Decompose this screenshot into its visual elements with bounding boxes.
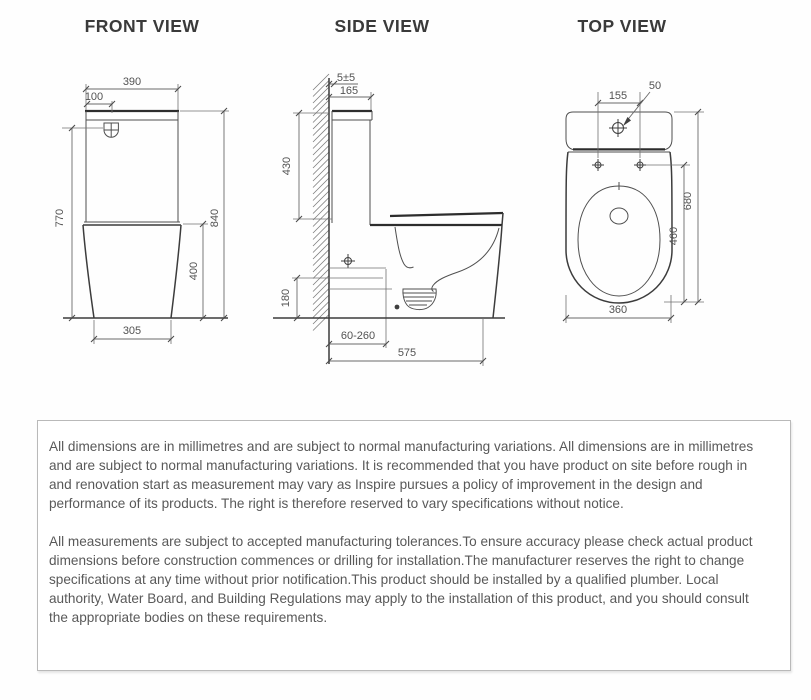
front-dim-width-base bbox=[91, 320, 174, 344]
top-dim-length-seat bbox=[646, 162, 690, 305]
svg-text:680: 680 bbox=[682, 191, 694, 211]
front-dim-flush-offset bbox=[84, 91, 115, 113]
top-cistern-outline bbox=[566, 112, 672, 150]
front-pedestal-outline bbox=[83, 225, 181, 318]
disclaimer-paragraph-2: All measurements are subject to accepted manufacturing tolerances.To ensure accuracy please check actual product dimensions before construction commences or drilling for installation.The manufacturer reserves the right to change specifications at any time without prior notification.This product should be installed by a qualified plumber. Local authority, Water Board, and Building Regulations may apply to the installation of this product, and you should consult the appropriate bodies on these requirements. bbox=[49, 534, 753, 625]
top-view-title: TOP VIEW bbox=[577, 16, 667, 36]
top-bowl-outline bbox=[566, 152, 672, 303]
side-crosshair-icon bbox=[341, 254, 355, 268]
svg-text:155: 155 bbox=[608, 90, 628, 102]
side-view-title: SIDE VIEW bbox=[334, 16, 430, 36]
svg-text:840: 840 bbox=[209, 208, 221, 228]
front-view-title: FRONT VIEW bbox=[84, 16, 200, 36]
top-view bbox=[563, 16, 704, 323]
svg-text:575: 575 bbox=[397, 347, 417, 359]
svg-text:360: 360 bbox=[608, 304, 628, 316]
svg-text:770: 770 bbox=[54, 208, 66, 228]
front-flush-button bbox=[104, 123, 118, 137]
svg-text:390: 390 bbox=[122, 76, 142, 88]
svg-text:400: 400 bbox=[188, 261, 200, 281]
trapway-grate-icon bbox=[403, 289, 436, 310]
side-bowl-outline bbox=[370, 213, 503, 318]
svg-text:165: 165 bbox=[339, 85, 359, 97]
side-dim-outlet-height bbox=[280, 275, 300, 321]
svg-text:50: 50 bbox=[648, 80, 662, 92]
top-dim-width-bowl bbox=[563, 295, 674, 323]
side-dim-cistern-depth bbox=[326, 85, 374, 110]
front-dim-height-total bbox=[180, 108, 229, 321]
svg-text:180: 180 bbox=[280, 288, 292, 308]
fixing-dot-icon bbox=[395, 305, 400, 310]
bolt-crosshair-right-icon bbox=[634, 159, 646, 171]
svg-text:60-260: 60-260 bbox=[340, 330, 376, 342]
wall-hatch-icon bbox=[313, 74, 329, 331]
inlet-crosshair-icon bbox=[609, 119, 627, 137]
front-view bbox=[54, 16, 229, 344]
svg-text:460: 460 bbox=[668, 226, 680, 246]
disclaimer-paragraph-1: All dimensions are in millimetres and are subject to normal manufacturing variations. All dimensions are in millimetres and are subject to normal manufacturing variations. It is recommended that you have product on site before rough in and renovation start as measurement may vary as Inspire pursues a policy of improvement in the design and performance of its products. The right is therefore reserved to vary specifications without notice. bbox=[49, 439, 754, 511]
svg-text:430: 430 bbox=[281, 156, 293, 176]
svg-text:305: 305 bbox=[122, 325, 142, 337]
svg-text:5±5: 5±5 bbox=[336, 72, 356, 84]
side-view bbox=[273, 16, 505, 366]
disclaimer-box bbox=[37, 420, 791, 671]
side-cistern-outline bbox=[332, 111, 372, 225]
top-dim-bolt-spacing bbox=[595, 90, 643, 158]
bolt-crosshair-left-icon bbox=[592, 159, 604, 171]
side-dim-cistern-height bbox=[281, 110, 332, 222]
side-dim-setout bbox=[326, 330, 389, 347]
side-dim-depth-total bbox=[326, 318, 486, 366]
front-dim-height-base bbox=[183, 221, 208, 321]
svg-text:100: 100 bbox=[84, 91, 104, 103]
front-dim-height-tank-top bbox=[54, 125, 103, 321]
